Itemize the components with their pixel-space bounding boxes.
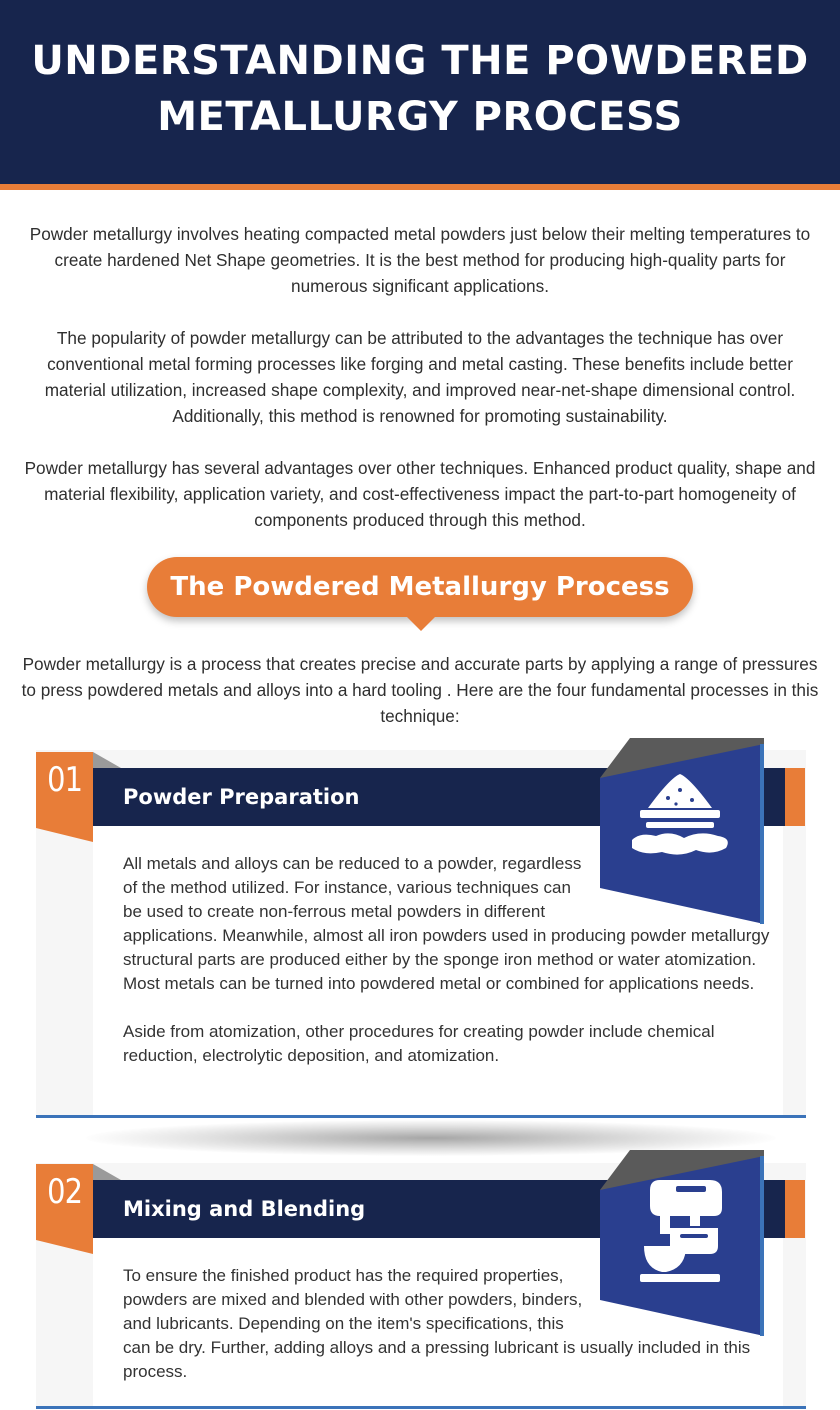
step-1-number-badge [36, 752, 93, 828]
ribbon-fold [93, 752, 121, 768]
intro-paragraph-1: Powder metallurgy involves heating compacted metal powders just below their melting temperatures to create hardened Net Shape geometries. It is the best method for producing high-quality parts for numerous significant applications. [29, 224, 811, 296]
step-card-2-divider [36, 1406, 806, 1409]
step-1-number: 01 [46, 760, 83, 800]
step-2-paragraph-1: To ensure the finished product has the required properties, powders are mixed and blended with other powders, binders, and lubricants. Depending on the item's specifications, this can be dry. Further, adding alloys and a pressing lubricant is usually included in this process. [123, 1266, 751, 1381]
pill-pointer [405, 615, 437, 631]
step-2-title: Mixing and Blending [123, 1197, 366, 1221]
icon-wrap-spacer [588, 852, 773, 924]
step-1-paragraph-1: All metals and alloys can be reduced to a powder, regardless of the method utilized. For instance, various techniques can be used to create non-ferrous metal powders in different applications. Meanwhile, almost all iron powders used in producing powder metallurgy structural parts are produced either by the sponge iron method or water atomization. Most metals can be turned into powdered metal or combined for applications needs. [123, 854, 770, 993]
step-2-number: 02 [46, 1172, 83, 1212]
intro-paragraph-3: Powder metallurgy has several advantages over other techniques. Enhanced product quality, shape and material flexibility, application variety, and cost-effectiveness impact the part-to-part homogeneity of components produced through this method. [24, 458, 816, 530]
step-2-text [123, 1264, 763, 1384]
section-heading: The Powdered Metallurgy Process [170, 572, 670, 602]
process-description: Powder metallurgy is a process that creates precise and accurate parts by applying a range of pressures to press powdered metals and alloys into a hard tooling . Here are the four fundamental processes in this technique: [21, 654, 819, 726]
step-1-text [123, 852, 773, 1068]
intro-paragraph-2: The popularity of powder metallurgy can be attributed to the advantages the technique has over conventional metal forming processes like forging and metal casting. These benefits include better material utilization, increased shape complexity, and improved near-net-shape dimensional control. Additionally, this method is renowned for promoting sustainability. [44, 328, 796, 426]
header-banner [0, 0, 840, 190]
section-heading-pill [147, 557, 693, 633]
step-1-paragraph-2: Aside from atomization, other procedures for creating powder include chemical reduction, electrolytic deposition, and atomization. [123, 1022, 715, 1065]
step-2-number-badge [36, 1164, 93, 1240]
icon-wrap-spacer [588, 1264, 763, 1336]
page-title: UNDERSTANDING THE POWDERED METALLURGY PROCESS [31, 38, 809, 140]
step-card-1-divider [36, 1115, 806, 1118]
step-1-title: Powder Preparation [123, 785, 360, 809]
